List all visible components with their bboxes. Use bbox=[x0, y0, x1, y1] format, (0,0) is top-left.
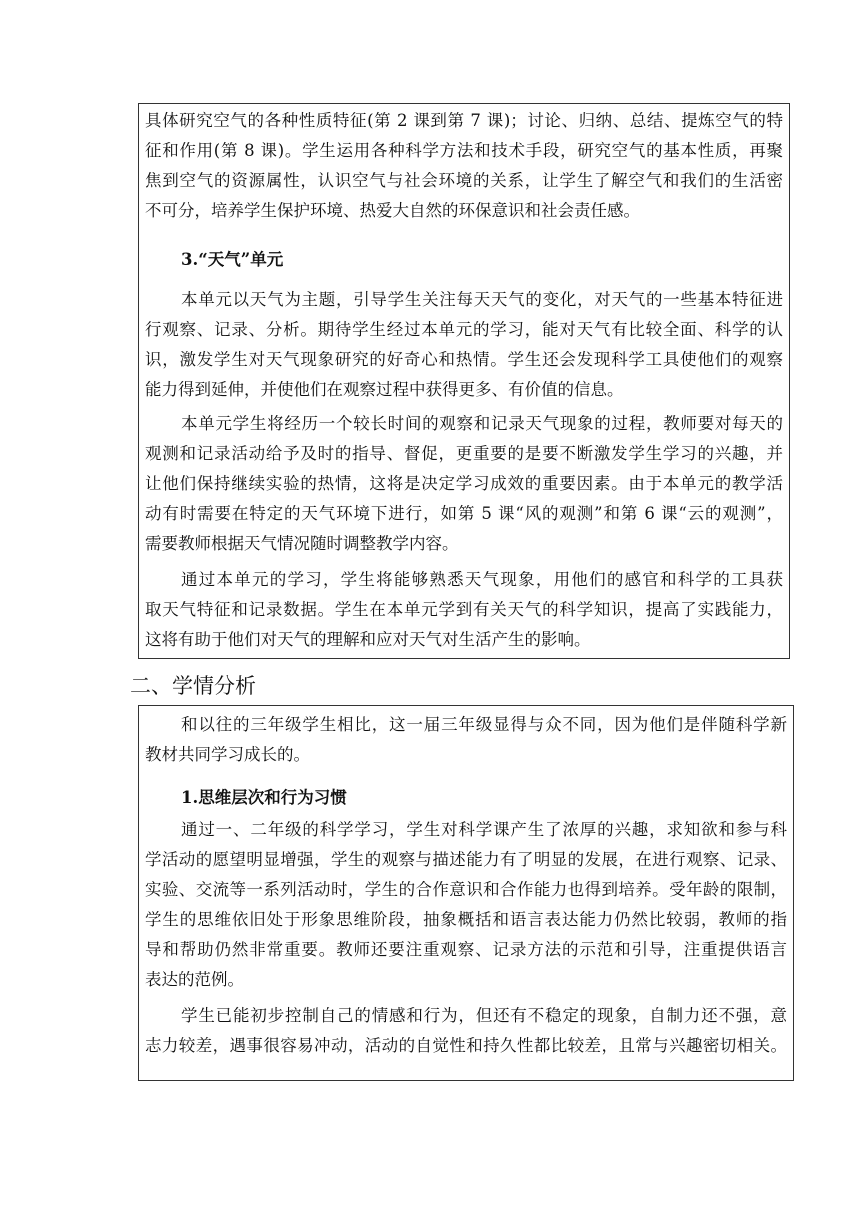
text-line: 通过本单元的学习，学生将能够熟悉天气现象，用他们的感官和科学的工具获 bbox=[181, 570, 783, 589]
weather-unit-intro-paragraph bbox=[145, 285, 783, 405]
text-line: 导和帮助仍然非常重要。教师还要注重观察、记录方法的示范和引导，注重提供语言 bbox=[145, 940, 787, 959]
text-line: 学活动的愿望明显增强，学生的观察与描述能力有了明显的发展，在进行观察、记录、 bbox=[145, 850, 787, 869]
text-line: 征和作用(第 8 课)。学生运用各种科学方法和技术手段，研究空气的基本性质，再聚 bbox=[145, 141, 783, 160]
unit-description-box bbox=[138, 103, 790, 659]
text-line: 行观察、记录、分析。期待学生经过本单元的学习，能对天气有比较全面、科学的认 bbox=[145, 320, 783, 339]
weather-unit-teaching-paragraph bbox=[145, 409, 783, 559]
student-intro-paragraph bbox=[145, 710, 787, 770]
text-line: 动有时需要在特定的天气环境下进行，如第 5 课“风的观测”和第 6 课“云的观测”， bbox=[145, 504, 783, 523]
text-line: 这将有助于他们对天气的理解和应对天气对生活产生的影响。 bbox=[145, 630, 591, 649]
text-line: 学生已能初步控制自己的情感和行为，但还有不稳定的现象，自制力还不强，意 bbox=[181, 1006, 787, 1025]
air-unit-paragraph bbox=[145, 106, 783, 226]
text-line: 焦到空气的资源属性，认识空气与社会环境的关系，让学生了解空气和我们的生活密 bbox=[145, 171, 783, 190]
self-control-paragraph bbox=[145, 1001, 787, 1061]
text-line: 不可分，培养学生保护环境、热爱大自然的环保意识和社会责任感。 bbox=[145, 201, 640, 220]
text-line: 能力得到延伸，并使他们在观察过程中获得更多、有价值的信息。 bbox=[145, 380, 624, 399]
weather-unit-outcome-paragraph bbox=[145, 565, 783, 655]
text-line: 表达的范例。 bbox=[145, 970, 244, 989]
text-line: 志力较差，遇事很容易冲动，活动的自觉性和持久性都比较差，且常与兴趣密切相关。 bbox=[145, 1036, 787, 1055]
text-line: 观测和记录活动给予及时的指导、督促，更重要的是要不断激发学生学习的兴趣，并 bbox=[145, 444, 783, 463]
text-line: 学生的思维依旧处于形象思维阶段，抽象概括和语言表达能力仍然比较弱，教师的指 bbox=[145, 910, 787, 929]
text-line: 需要教师根据天气情况随时调整教学内容。 bbox=[145, 534, 459, 553]
text-line: 识，激发学生对天气现象研究的好奇心和热情。学生还会发现科学工具使他们的观察 bbox=[145, 350, 783, 369]
section-title-student-analysis: 二、学情分析 bbox=[130, 674, 256, 698]
text-line: 让他们保持继续实验的热情，这将是决定学习成效的重要因素。由于本单元的教学活 bbox=[145, 474, 783, 493]
text-line: 取天气特征和记录数据。学生在本单元学到有关天气的科学知识，提高了实践能力， bbox=[145, 600, 783, 619]
text-line: 通过一、二年级的科学学习，学生对科学课产生了浓厚的兴趣，求知欲和参与科 bbox=[181, 820, 787, 839]
thinking-habits-paragraph bbox=[145, 815, 787, 995]
text-line: 本单元以天气为主题，引导学生关注每天天气的变化，对天气的一些基本特征进 bbox=[181, 290, 783, 309]
weather-unit-heading: 3.“天气”单元 bbox=[181, 250, 284, 269]
thinking-habits-heading: 1.思维层次和行为习惯 bbox=[181, 788, 347, 807]
text-line: 教材共同学习成长的。 bbox=[145, 745, 310, 764]
text-line: 具体研究空气的各种性质特征(第 2 课到第 7 课)；讨论、归纳、总结、提炼空气的特 bbox=[145, 111, 783, 130]
text-line: 本单元学生将经历一个较长时间的观察和记录天气现象的过程，教师要对每天的 bbox=[181, 414, 783, 433]
student-analysis-box bbox=[138, 705, 794, 1081]
text-line: 实验、交流等一系列活动时，学生的合作意识和合作能力也得到培养。受年龄的限制， bbox=[145, 880, 787, 899]
text-line: 和以往的三年级学生相比，这一届三年级显得与众不同，因为他们是伴随科学新 bbox=[181, 715, 787, 734]
